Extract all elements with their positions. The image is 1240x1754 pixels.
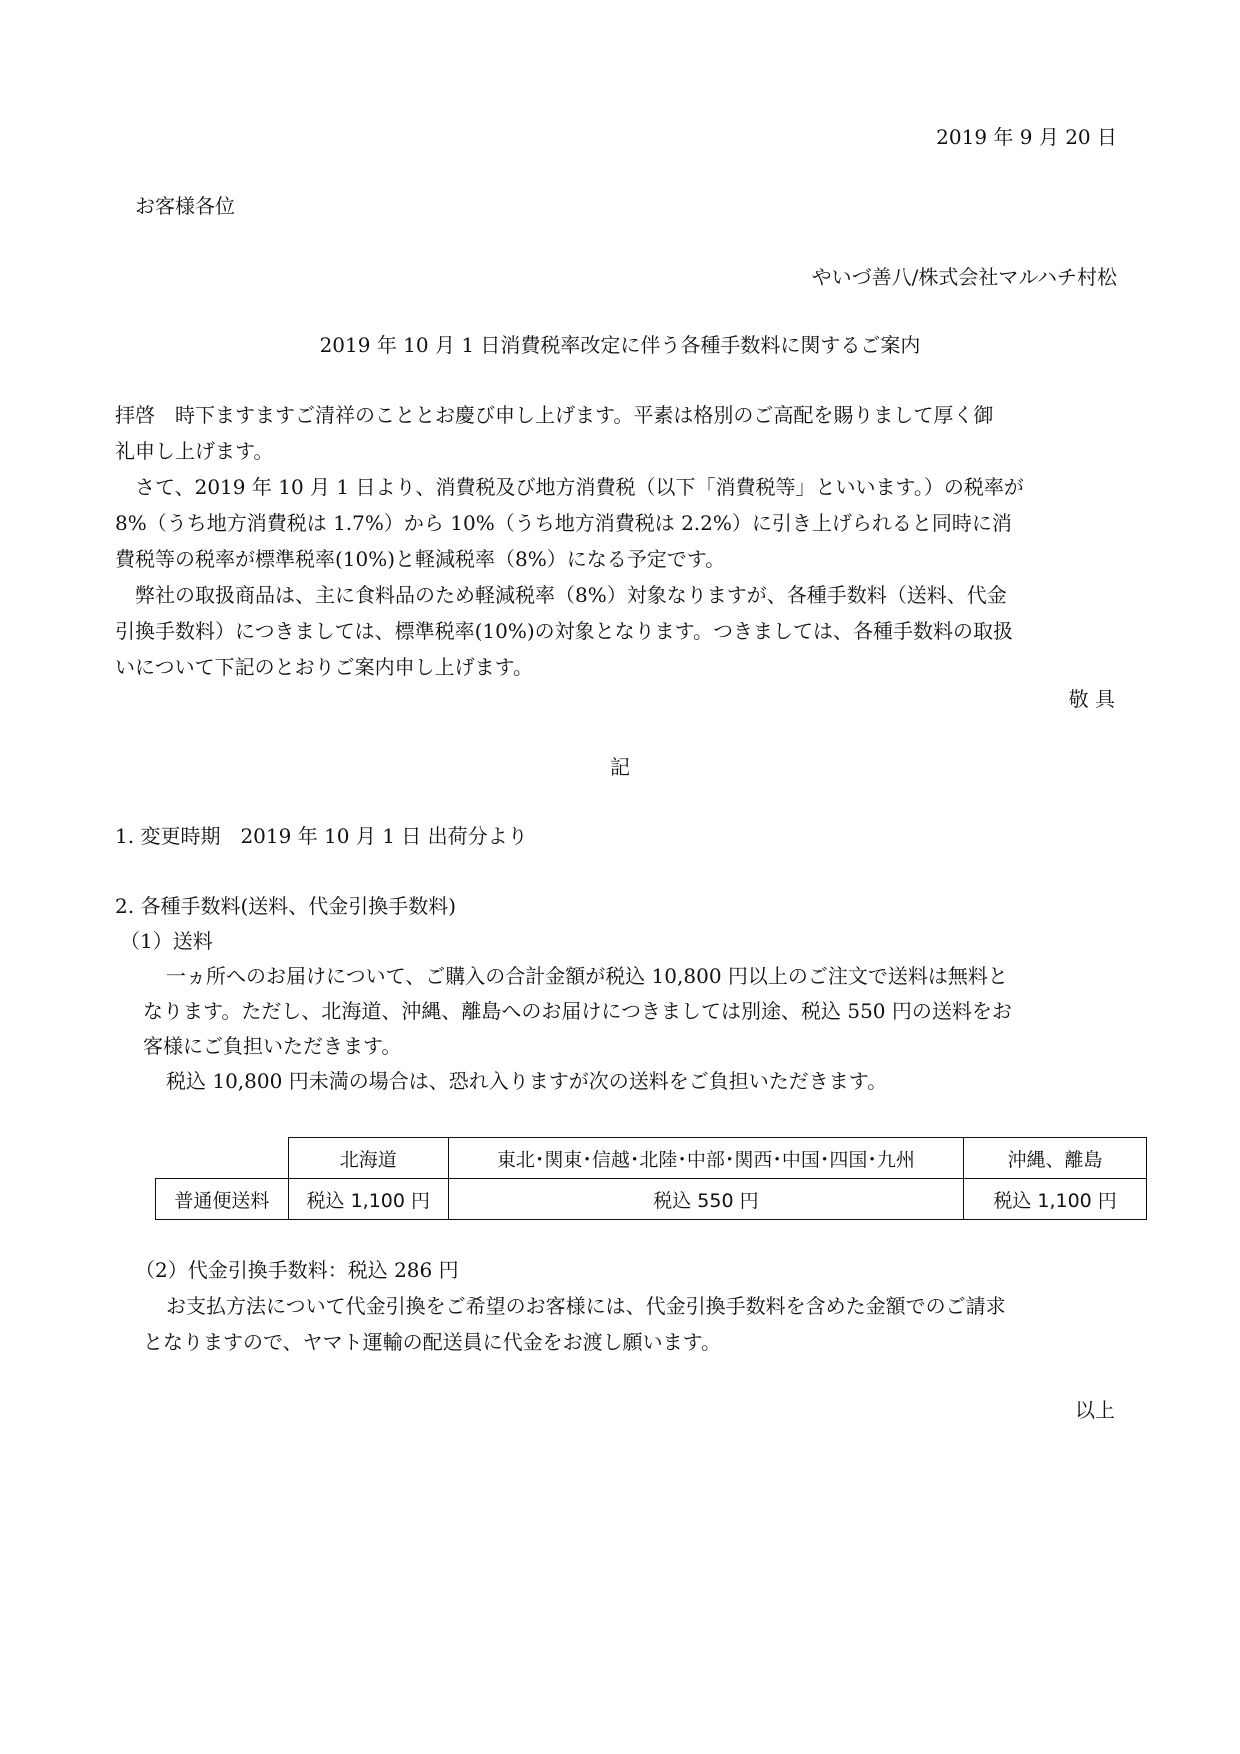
header-mainland-regions: 東北･関東･信越･北陸･中部･関西･中国･四国･九州 — [448, 1138, 963, 1179]
item-2-1-heading: （1）送料 — [120, 929, 213, 953]
body-paragraph-3-line-1: 弊社の取扱商品は、主に食料品のため軽減税率（8%）対象なりますが、各種手数料（送料、代金 — [135, 583, 1007, 607]
item-2-heading: 2. 各種手数料(送料、代金引換手数料) — [115, 894, 457, 918]
item-2-2-line-1: お支払方法について代金引換をご希望のお客様には、代金引換手数料を含めた金額でのご請求 — [166, 1294, 1006, 1318]
table-corner-cell — [156, 1138, 289, 1179]
row-label-standard-shipping: 普通便送料 — [156, 1179, 289, 1220]
fee-hokkaido: 税込 1,100 円 — [288, 1179, 448, 1220]
item-2-1-line-2: なります。ただし、北海道、沖縄、離島へのお届けにつきましては別途、税込 550 円の送料をお — [143, 999, 1012, 1023]
closing-keigu: 敬 具 — [1068, 687, 1115, 711]
recipient: お客様各位 — [135, 194, 235, 218]
header-hokkaido: 北海道 — [288, 1138, 448, 1179]
sender: やいづ善八/株式会社マルハチ村松 — [811, 265, 1117, 289]
body-paragraph-1-line-1: 拝啓 時下ますますご清祥のこととお慶び申し上げます。平素は格別のご高配を賜りまして厚く御 — [115, 403, 994, 427]
document-subject: 2019 年 10 月 1 日消費税率改定に伴う各種手数料に関するご案内 — [319, 333, 921, 357]
body-paragraph-1-line-2: 礼申し上げます。 — [115, 439, 274, 463]
item-1-change-date: 1. 変更時期 2019 年 10 月 1 日 出荷分より — [115, 824, 528, 848]
header-okinawa-islands: 沖縄、離島 — [964, 1138, 1147, 1179]
item-2-1-line-3: 客様にご負担いただきます。 — [143, 1034, 402, 1058]
item-2-1-line-1: 一ヵ所へのお届けについて、ご購入の合計金額が税込 10,800 円以上のご注文で送料は無料と — [166, 964, 1008, 988]
body-paragraph-3-line-2: 引換手数料）につきましては、標準税率(10%)の対象となります。つきましては、各種手数料の取扱 — [115, 619, 1014, 643]
item-2-1-line-4: 税込 10,800 円未満の場合は、恐れ入りますが次の送料をご負担いただきます。 — [166, 1069, 888, 1093]
body-paragraph-3-line-3: いについて下記のとおりご案内申し上げます。 — [115, 655, 533, 679]
ki-marker: 記 — [610, 755, 630, 779]
table-header-row — [156, 1138, 1147, 1179]
document-date: 2019 年 9 月 20 日 — [936, 125, 1117, 149]
body-paragraph-2-line-3: 費税等の税率が標準税率(10%)と軽減税率（8%）になる予定です。 — [115, 547, 726, 571]
fee-mainland-regions: 税込 550 円 — [448, 1179, 963, 1220]
body-paragraph-2-line-2: 8%（うち地方消費税は 1.7%）から 10%（うち地方消費税は 2.2%）に引き上げられると同時に消 — [115, 511, 1012, 535]
table-row — [156, 1179, 1147, 1220]
body-paragraph-2-line-1: さて、2019 年 10 月 1 日より、消費税及び地方消費税（以下「消費税等」といいます。）の税率が — [135, 475, 1024, 499]
end-ijou: 以上 — [1075, 1398, 1115, 1422]
item-2-2-heading: （2）代金引換手数料：税込 286 円 — [135, 1258, 459, 1282]
shipping-fee-table — [155, 1137, 1147, 1220]
item-2-2-line-2: となりますので、ヤマト運輸の配送員に代金をお渡し願います。 — [143, 1330, 721, 1354]
fee-okinawa-islands: 税込 1,100 円 — [964, 1179, 1147, 1220]
